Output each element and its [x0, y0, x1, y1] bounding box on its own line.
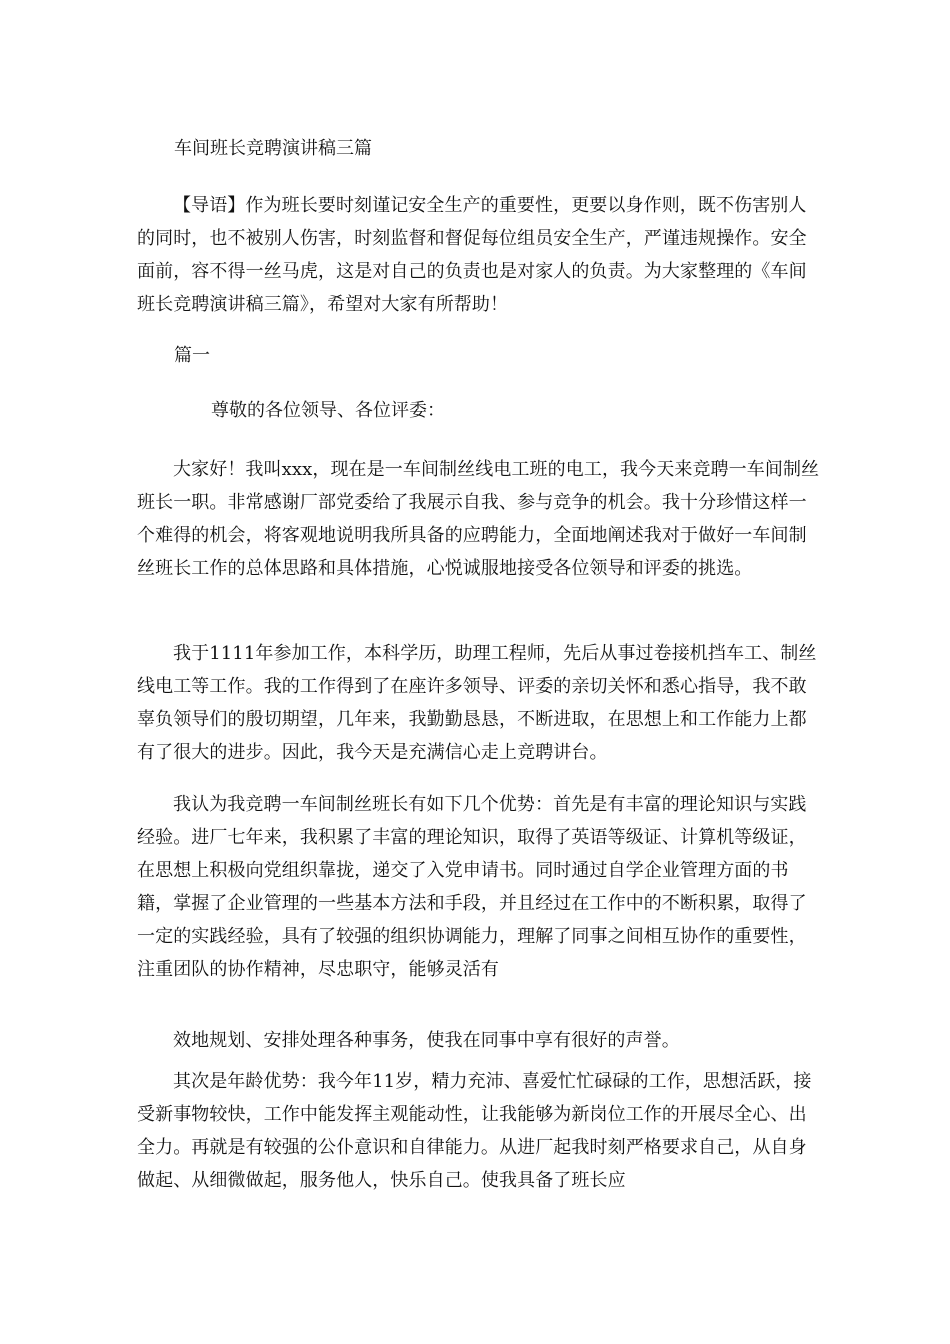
section-heading: 篇一 [174, 345, 210, 366]
salutation: 尊敬的各位领导、各位评委： [211, 400, 445, 421]
body-paragraph-5: 其次是年龄优势：我今年11岁，精力充沛、喜爱忙忙碌碌的工作，思想活跃，接受新事物较快，工作中能发挥主观能动性，让我能够为新岗位工作的开展尽全心、出全力。再就是有较强的公仆意识和自律能力。从进厂起我时刻严格要求自己，从自身做起、从细微做起，服务他人，快乐自己。使我具备了班长应 [137, 1071, 812, 1191]
body-paragraph-1: 大家好！我叫xxx，现在是一车间制丝线电工班的电工，我今天来竞聘一车间制丝班长一职。非常感谢厂部党委给了我展示自我、参与竞争的机会。我十分珍惜这样一个难得的机会，将客观地说明我所具备的应聘能力，全面地阐述我对于做好一车间制丝班长工作的总体思路和具体措施，心悦诚服地接受各位领导和评委的挑选。 [137, 459, 820, 579]
body-paragraph-2: 我于1111年参加工作，本科学历，助理工程师，先后从事过卷接机挡车工、制丝线电工等工作。我的工作得到了在座许多领导、评委的亲切关怀和悉心指导，我不敢辜负领导们的殷切期望，几年来，我勤勤恳恳，不断进取，在思想上和工作能力上都有了很大的进步。因此，我今天是充满信心走上竞聘讲台。 [137, 643, 817, 763]
body-paragraph-3: 我认为我竞聘一车间制丝班长有如下几个优势：首先是有丰富的理论知识与实践经验。进厂七年来，我积累了丰富的理论知识，取得了英语等级证、计算机等级证，在思想上积极向党组织靠拢，递交了入党申请书。同时通过自学企业管理方面的书籍，掌握了企业管理的一些基本方法和手段，并且经过在工作中的不断积累，取得了一定的实践经验，具有了较强的组织协调能力，理解了同事之间相互协作的重要性，注重团队的协作精神，尽忠职守，能够灵活有 [137, 794, 807, 980]
intro-paragraph: 【导语】作为班长要时刻谨记安全生产的重要性，更要以身作则，既不伤害别人的同时，也不被别人伤害，时刻监督和督促每位组员安全生产，严谨违规操作。安全面前，容不得一丝马虎，这是对自己的负责也是对家人的负责。为大家整理的《车间班长竞聘演讲稿三篇》，希望对大家有所帮助！ [137, 195, 807, 315]
body-paragraph-4: 效地规划、安排处理各种事务，使我在同事中享有很好的声誉。 [173, 1030, 680, 1051]
document-title: 车间班长竞聘演讲稿三篇 [174, 138, 372, 159]
